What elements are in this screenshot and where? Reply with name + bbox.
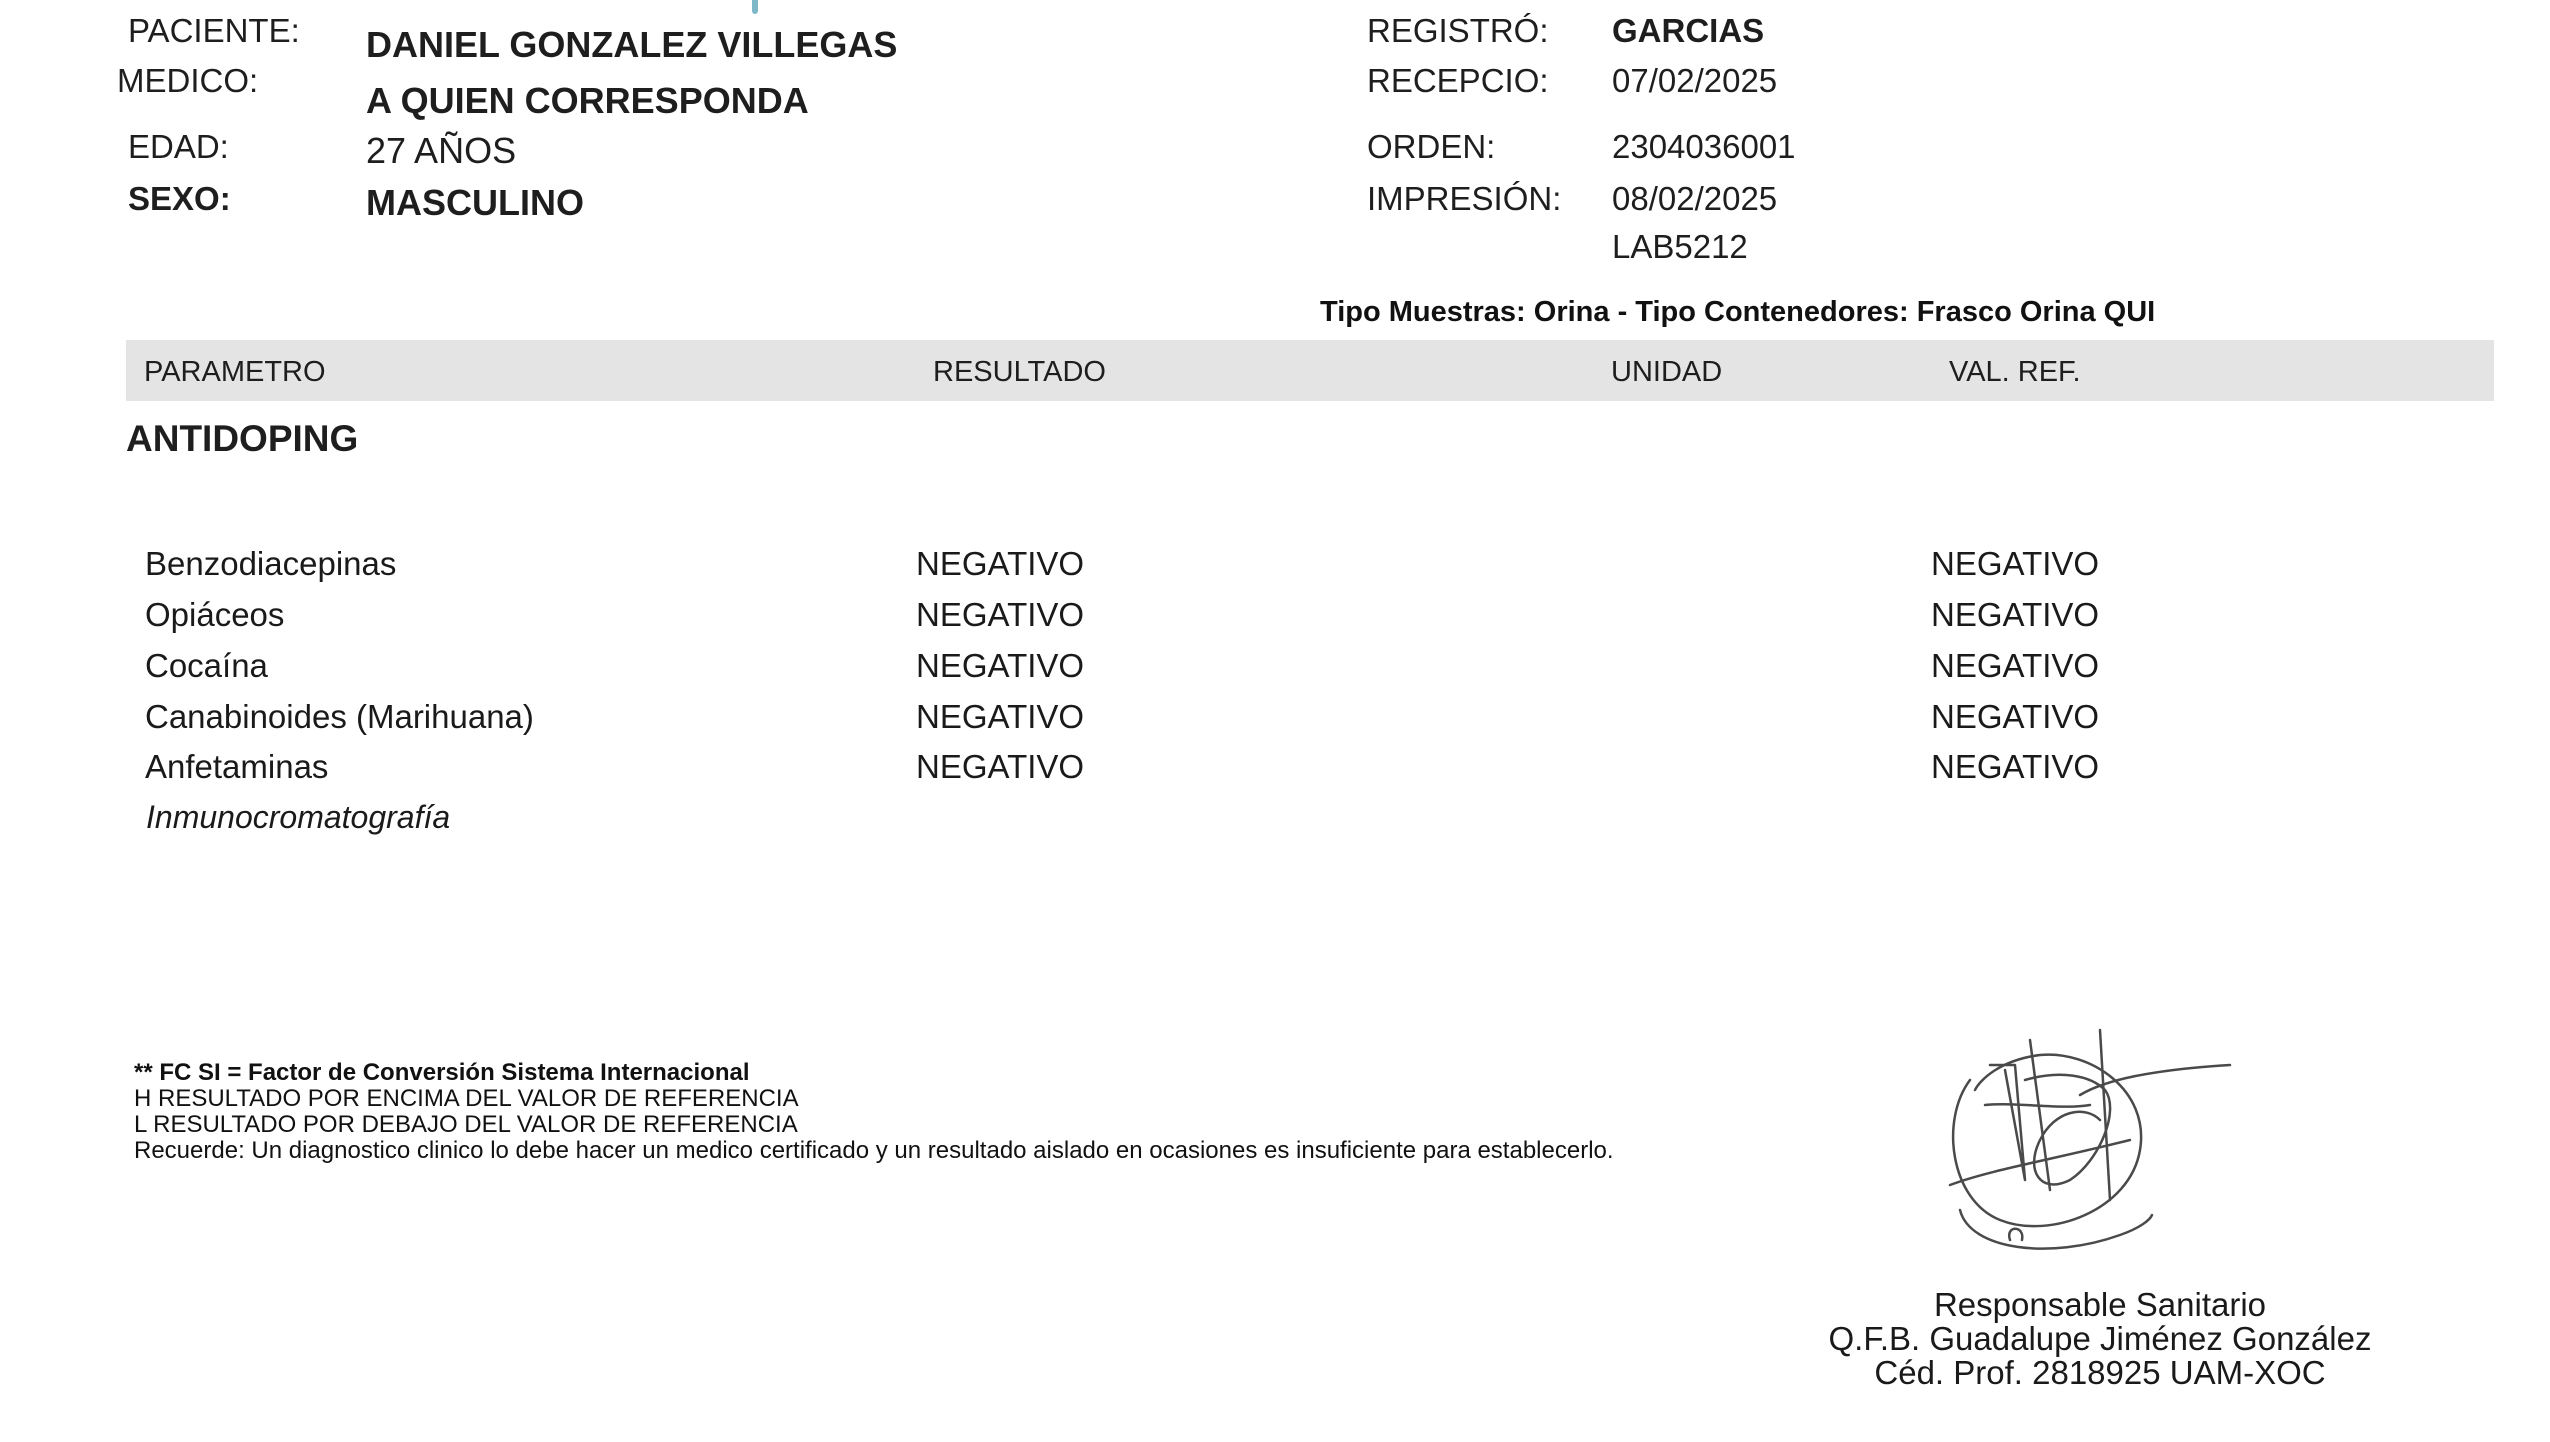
recepcio-value: 07/02/2025 — [1612, 62, 1778, 99]
paciente-value: DANIEL GONZALEZ VILLEGAS — [366, 24, 898, 65]
lab-code: LAB5212 — [1612, 228, 1748, 265]
orden-label: ORDEN: — [1367, 128, 1496, 165]
parametro-cell: Benzodiacepinas — [145, 545, 397, 582]
edad-value: 27 AÑOS — [366, 130, 517, 171]
table-row — [0, 647, 2550, 697]
footnote-disclaimer: Recuerde: Un diagnostico clinico lo debe hacer un medico certificado y un resultado aislado en ocasiones es insuficiente para establecerlo. — [134, 1137, 1614, 1164]
header-resultado: RESULTADO — [933, 356, 1106, 388]
responsible-title: Responsable Sanitario — [1933, 1286, 2267, 1323]
edad-label: EDAD: — [128, 128, 229, 165]
recepcio-label: RECEPCIO: — [1367, 62, 1549, 99]
results-table-header — [126, 340, 2494, 401]
resultado-cell: NEGATIVO — [916, 545, 1085, 582]
table-row — [0, 545, 2550, 595]
responsible-block — [1780, 1288, 2420, 1390]
parametro-cell: Opiáceos — [145, 596, 285, 633]
footnote-high: H RESULTADO POR ENCIMA DEL VALOR DE REFERENCIA — [134, 1085, 799, 1112]
val-ref-cell: NEGATIVO — [1931, 698, 2100, 735]
val-ref-cell: NEGATIVO — [1931, 647, 2100, 684]
footnote-fc-si: ** FC SI = Factor de Conversión Sistema Internacional — [134, 1059, 750, 1086]
impresion-label: IMPRESIÓN: — [1367, 180, 1562, 217]
parametro-cell: Cocaína — [145, 647, 268, 684]
signature-image — [1930, 1010, 2260, 1280]
val-ref-cell: NEGATIVO — [1931, 748, 2100, 785]
table-row — [0, 596, 2550, 646]
parametro-cell: Anfetaminas — [145, 748, 329, 785]
sample-info: Tipo Muestras: Orina - Tipo Contenedores: Frasco Orina QUI — [1320, 296, 2156, 328]
resultado-cell: NEGATIVO — [916, 698, 1085, 735]
medico-label: MEDICO: — [117, 62, 259, 99]
paciente-label: PACIENTE: — [128, 12, 300, 49]
medico-value: A QUIEN CORRESPONDA — [366, 80, 809, 121]
resultado-cell: NEGATIVO — [916, 596, 1085, 633]
registro-value: GARCIAS — [1612, 12, 1765, 49]
orden-value: 2304036001 — [1612, 128, 1796, 165]
footnote-low: L RESULTADO POR DEBAJO DEL VALOR DE REFERENCIA — [134, 1111, 798, 1138]
footnotes — [134, 1060, 1614, 1164]
sexo-label: SEXO: — [128, 180, 231, 217]
resultado-cell: NEGATIVO — [916, 647, 1085, 684]
val-ref-cell: NEGATIVO — [1931, 545, 2100, 582]
responsible-name: Q.F.B. Guadalupe Jiménez González — [1828, 1320, 2372, 1357]
header-val-ref: VAL. REF. — [1949, 356, 2081, 388]
val-ref-cell: NEGATIVO — [1931, 596, 2100, 633]
sexo-value: MASCULINO — [366, 182, 584, 223]
header-parametro: PARAMETRO — [144, 356, 326, 388]
logo-fragment — [752, 0, 758, 14]
parametro-cell: Canabinoides (Marihuana) — [145, 698, 534, 735]
impresion-value: 08/02/2025 — [1612, 180, 1778, 217]
resultado-cell: NEGATIVO — [916, 748, 1085, 785]
registro-label: REGISTRÓ: — [1367, 12, 1549, 49]
table-row — [0, 748, 2550, 798]
section-title: ANTIDOPING — [126, 418, 359, 459]
header-unidad: UNIDAD — [1611, 356, 1723, 388]
responsible-cedula: Céd. Prof. 2818925 UAM-XOC — [1874, 1354, 2326, 1391]
table-row — [0, 698, 2550, 748]
method-note: Inmunocromatografía — [146, 799, 451, 835]
